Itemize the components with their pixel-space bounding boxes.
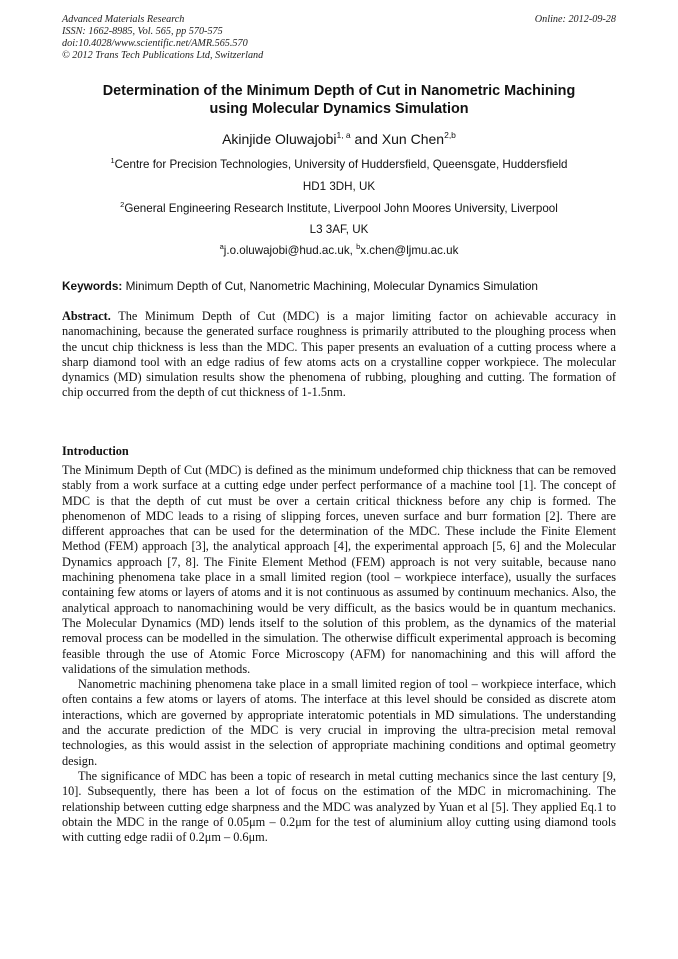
- email-b-sup: b: [356, 242, 361, 251]
- keywords: [62, 279, 616, 293]
- affiliation-2-sup: 2: [120, 200, 125, 209]
- author-2-sup: 2,b: [444, 130, 456, 140]
- introduction-body: [62, 463, 616, 845]
- keywords-label: Keywords:: [62, 279, 123, 293]
- affiliation-2-line-2: L3 3AF, UK: [309, 223, 369, 236]
- affiliation-1-sup: 1: [110, 156, 115, 165]
- affiliation-2-text: General Engineering Research Institute, Liverpool John Moores University, Liverpool: [124, 202, 558, 215]
- email-line: [62, 243, 616, 259]
- affiliation-1-line-1: [62, 157, 616, 173]
- affiliation-1-text: Centre for Precision Technologies, University of Huddersfield, Queensgate, Huddersfield: [114, 158, 568, 171]
- abstract-label: Abstract.: [62, 309, 111, 323]
- author-2: Xun Chen: [381, 131, 445, 147]
- journal-name: Advanced Materials Research: [62, 14, 185, 25]
- author-line: [62, 131, 616, 147]
- keywords-text: Minimum Depth of Cut, Nanometric Machining, Molecular Dynamics Simulation: [122, 279, 538, 293]
- section-heading-introduction: Introduction: [62, 444, 129, 458]
- journal-copyright: © 2012 Trans Tech Publications Ltd, Switzerland: [62, 50, 264, 61]
- email-b: x.chen@ljmu.ac.uk: [360, 244, 459, 257]
- affiliation-1-line-2: HD1 3DH, UK: [302, 180, 376, 193]
- author-1: Akinjide Oluwajobi: [222, 131, 337, 147]
- email-a-sup: a: [219, 242, 224, 251]
- email-a: j.o.oluwajobi@hud.ac.uk: [223, 244, 350, 257]
- paper-title: [62, 82, 616, 118]
- journal-doi: doi:10.4028/www.scientific.net/AMR.565.570: [62, 38, 248, 49]
- email-separator: ,: [349, 244, 357, 257]
- affiliation-2-line-1: [62, 201, 616, 217]
- title-line-1: Determination of the Minimum Depth of Cut in Nanometric Machining: [102, 83, 576, 99]
- author-and: and: [350, 131, 382, 147]
- paragraph-3: The significance of MDC has been a topic of research in metal cutting mechanics since the last century [9, 10]. Subsequently, there has been a lot of focus on the estimation of the MDC in micromachining. The relationship between cutting edge sharpness and the MDC was analyzed by Yuan et al [5]. They applied Eq.1 to obtain the MDC in the range of 0.05μm – 0.2μm for the test of aluminium alloy cutting using diamond tools with cutting edge radii of 0.2μm – 0.6μm.: [62, 768, 616, 845]
- journal-header: [62, 14, 616, 62]
- paragraph-2: Nanometric machining phenomena take place in a small limited region of tool – workpiece interface, which often contains a few atoms or layers of atoms. The interface at this level should be consided as discrete atom interactions, which are governed by appropriate interatomic potentials in MD simulations. The understanding and the accurate prediction of the MDC is very crucial in improving the ultra-precision metal removal technologies, as this would assist in the selection of appropriate machining conditions and optimal geometry design.: [62, 677, 616, 768]
- abstract: [62, 309, 616, 401]
- title-line-2: using Molecular Dynamics Simulation: [209, 101, 469, 117]
- author-1-sup: 1, a: [336, 130, 351, 140]
- online-date: Online: 2012-09-28: [534, 14, 616, 25]
- abstract-text: The Minimum Depth of Cut (MDC) is a major limiting factor on achievable accuracy in nanomachining, because the generated surface roughness is primarily attributed to the ploughing process when the uncut chip thickness is less than the MDC. This paper presents an evaluation of a cutting process where a sharp diamond tool with an edge radius of few atoms acts on a crystalline copper workpiece. The molecular dynamics (MD) simulation results show the phenomena of rubbing, ploughing and cutting. The formation of chip occurred from the depth of cut thickness of 1-1.5nm.: [62, 309, 616, 400]
- journal-issn: ISSN: 1662-8985, Vol. 565, pp 570-575: [62, 26, 223, 37]
- paragraph-1: The Minimum Depth of Cut (MDC) is defined as the minimum undeformed chip thickness that can be removed stably from a work surface at a cutting edge under perfect performance of a machine tool [1]. The concept of MDC is that the depth of cut must be over a certain critical thickness before any chip is formed. The phenomenon of MDC leads to a rising of slipping forces, uneven surface and burr formation [2]. There are different approaches that can be used for the determination of the MDC. These include the Finite Element Method (FEM) approach [3], the analytical approach [4], the experimental approach [5, 6] and the Molecular Dynamics approach [7, 8]. The Finite Element Method (FEM) approach is not very suitable, because nano machining phenomena take place in a small limited region (tool – workpiece interface), usually the surfaces containing few atoms or layers of atoms and it is not continuous as assumed by continuum mechanics. Also, the analytical approach to nanomachining would be very difficult, as the basics would be in quantum mechanics. The Molecular Dynamics (MD) lends itself to the solution of this problem, as the dynamics of the material removal process can be modelled in the simulation. The otherwise difficult experimental approach is becoming feasible through the use of Atomic Force Microscopy (AFM) for nanomachining and this will afford the validations of the simulation methods.: [62, 463, 616, 676]
